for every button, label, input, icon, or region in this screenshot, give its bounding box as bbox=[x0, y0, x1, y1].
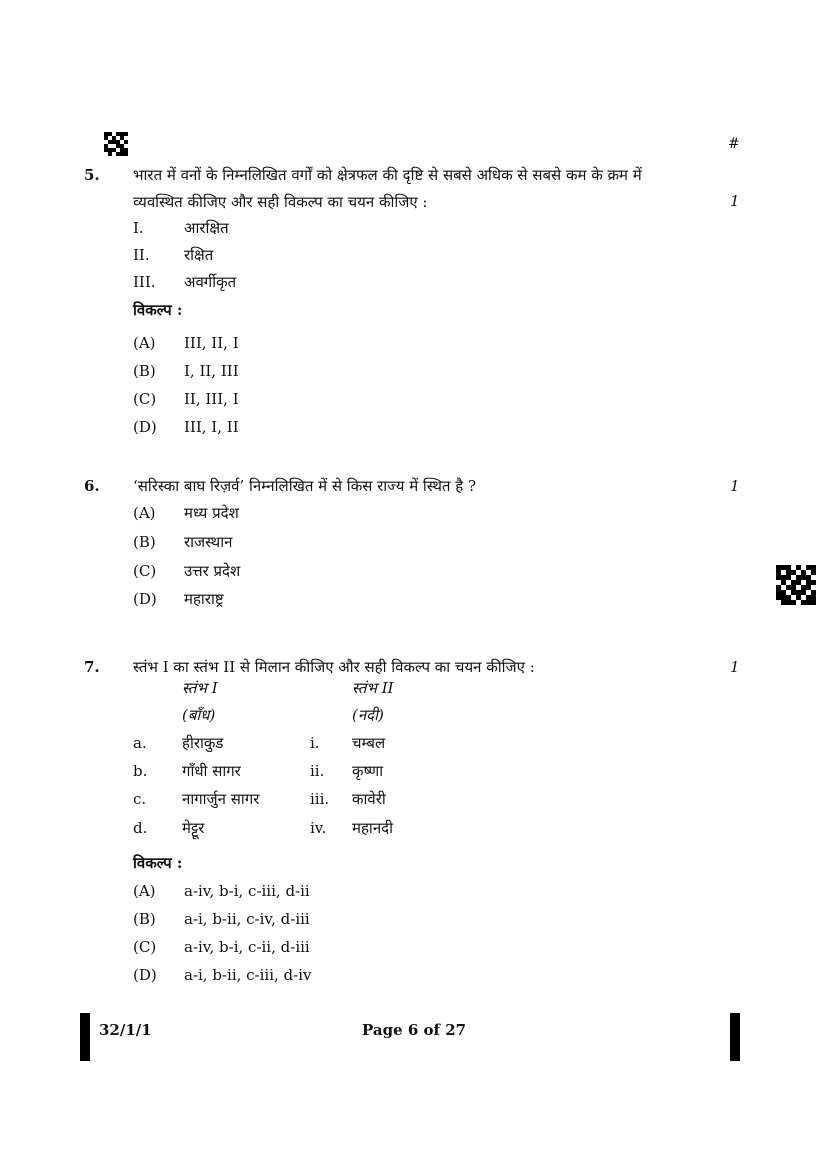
paper-code: 32/1/1 bbox=[99, 1021, 152, 1039]
match-row-text-col1: नागार्जुन सागर bbox=[182, 790, 260, 808]
match-row-text-col2: चम्बल bbox=[352, 734, 386, 752]
match-row-label-a: a. bbox=[133, 734, 147, 752]
match-row-label-col2: ii. bbox=[310, 762, 325, 780]
option-text: महाराष्ट्र bbox=[184, 590, 224, 608]
list-item-text: आरक्षित bbox=[184, 219, 229, 237]
match-row-text-col2: कृष्णा bbox=[352, 762, 384, 780]
list-item-text: अवर्गीकृत bbox=[184, 273, 237, 291]
option-label: (A) bbox=[133, 882, 156, 900]
option-text: a-iv, b-i, c-iii, d-ii bbox=[184, 882, 310, 900]
match-row-text-col1: हीराकुड bbox=[182, 734, 224, 752]
match-row-label-b: b. bbox=[133, 762, 148, 780]
question-7-number: 7. bbox=[84, 658, 100, 676]
option-label: (A) bbox=[133, 334, 156, 352]
option-label: (B) bbox=[133, 910, 156, 928]
option-label: (B) bbox=[133, 533, 156, 551]
question-7-text: स्तंभ I का स्तंभ II से मिलान कीजिए और सही विकल्प का चयन कीजिए : bbox=[133, 658, 535, 676]
list-item-label: III. bbox=[133, 273, 156, 291]
question-5-text-line2: व्यवस्थित कीजिए और सही विकल्प का चयन कीजिए : bbox=[133, 193, 428, 211]
option-label: (C) bbox=[133, 390, 157, 408]
option-text: a-i, b-ii, c-iii, d-iv bbox=[184, 966, 312, 984]
option-text: a-i, b-ii, c-iv, d-iii bbox=[184, 910, 310, 928]
match-row-label-col2: iv. bbox=[310, 819, 327, 837]
option-label: (C) bbox=[133, 562, 157, 580]
option-text: III, II, I bbox=[184, 334, 239, 352]
option-label: (D) bbox=[133, 590, 157, 608]
match-row-text-col2: महानदी bbox=[352, 819, 393, 837]
match-row-label-col2: iii. bbox=[310, 790, 330, 808]
option-label: (A) bbox=[133, 504, 156, 522]
footer-right-bar bbox=[730, 1013, 740, 1061]
option-text: उत्तर प्रदेश bbox=[184, 562, 241, 580]
question-5-text-line1: भारत में वनों के निम्नलिखित वर्गों को क्षेत्रफल की दृष्टि से सबसे अधिक से सबसे कम के क्रम में bbox=[133, 166, 642, 184]
option-text: मध्य प्रदेश bbox=[184, 504, 239, 522]
option-text: III, I, II bbox=[184, 418, 239, 436]
list-item-label: II. bbox=[133, 246, 150, 264]
match-row-label-d: d. bbox=[133, 819, 148, 837]
option-text: II, III, I bbox=[184, 390, 239, 408]
list-item-text: रक्षित bbox=[184, 246, 214, 264]
match-row-text-col2: कावेरी bbox=[352, 790, 386, 808]
question-6-text: ‘सरिस्का बाघ रिज़र्व’ निम्नलिखित में से किस राज्य में स्थित है ? bbox=[133, 477, 477, 495]
match-row-label-c: c. bbox=[133, 790, 147, 808]
option-text: राजस्थान bbox=[184, 533, 233, 551]
column-1-subheading: (बाँध) bbox=[182, 706, 216, 724]
options-heading: विकल्प : bbox=[133, 854, 183, 872]
option-label: (B) bbox=[133, 362, 156, 380]
options-heading: विकल्प : bbox=[133, 301, 183, 319]
question-6-number: 6. bbox=[84, 477, 100, 495]
match-row-text-col1: मेट्टूर bbox=[182, 819, 205, 837]
qr-code-top bbox=[104, 132, 128, 156]
question-6-marks: 1 bbox=[730, 477, 740, 495]
option-text: a-iv, b-i, c-ii, d-iii bbox=[184, 938, 310, 956]
qr-code-right bbox=[776, 565, 816, 605]
option-label: (C) bbox=[133, 938, 157, 956]
option-text: I, II, III bbox=[184, 362, 239, 380]
question-5-marks: 1 bbox=[730, 192, 740, 210]
question-7-marks: 1 bbox=[730, 658, 740, 676]
column-1-heading: स्तंभ I bbox=[182, 679, 218, 697]
option-label: (D) bbox=[133, 418, 157, 436]
column-2-heading: स्तंभ II bbox=[352, 679, 394, 697]
footer-left-bar bbox=[80, 1013, 90, 1061]
hash-mark: # bbox=[728, 136, 740, 152]
match-row-text-col1: गाँधी सागर bbox=[182, 762, 241, 780]
match-row-label-col2: i. bbox=[310, 734, 320, 752]
list-item-label: I. bbox=[133, 219, 144, 237]
column-2-subheading: (नदी) bbox=[352, 706, 384, 724]
page-number: Page 6 of 27 bbox=[362, 1021, 467, 1039]
question-5-number: 5. bbox=[84, 166, 100, 184]
option-label: (D) bbox=[133, 966, 157, 984]
